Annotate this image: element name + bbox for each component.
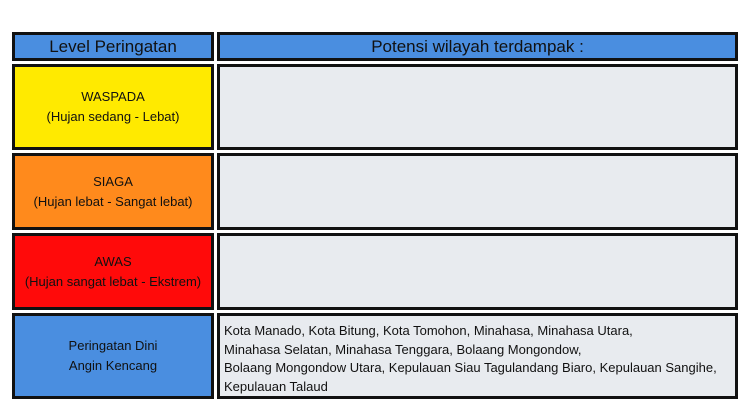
header-area-label: Potensi wilayah terdampak :	[371, 36, 584, 56]
area-cell-siaga	[217, 153, 738, 230]
area-line: Kepulauan Talaud	[224, 378, 328, 394]
area-cell-angin	[217, 313, 738, 399]
area-cell-awas	[217, 233, 738, 310]
level-desc: (Hujan sedang - Lebat)	[46, 109, 180, 124]
level-desc: (Hujan lebat - Sangat lebat)	[33, 193, 193, 209]
level-awas	[12, 233, 214, 310]
header-level-peringatan	[12, 32, 214, 61]
area-cell-waspada	[217, 64, 738, 150]
level-desc: (Hujan sangat lebat - Ekstrem)	[24, 273, 202, 289]
level-name: AWAS	[94, 253, 132, 269]
level-name: Peringatan Dini	[68, 338, 158, 353]
header-potensi-wilayah	[217, 32, 738, 61]
level-desc: Angin Kencang	[68, 358, 158, 373]
level-peringatan-dini-angin	[12, 313, 214, 399]
level-name: SIAGA	[93, 173, 133, 189]
area-line: Bolaang Mongondow Utara, Kepulauan Siau Tagulandang Biaro, Kepulauan Sangihe,	[224, 360, 717, 375]
level-waspada	[12, 64, 214, 150]
area-line: Minahasa Selatan, Minahasa Tenggara, Bolaang Mongondow,	[224, 341, 582, 357]
level-name: WASPADA	[81, 89, 145, 104]
level-siaga	[12, 153, 214, 230]
area-line: Kota Manado, Kota Bitung, Kota Tomohon, Minahasa, Minahasa Utara,	[224, 323, 633, 338]
header-level-label: Level Peringatan	[49, 36, 177, 56]
